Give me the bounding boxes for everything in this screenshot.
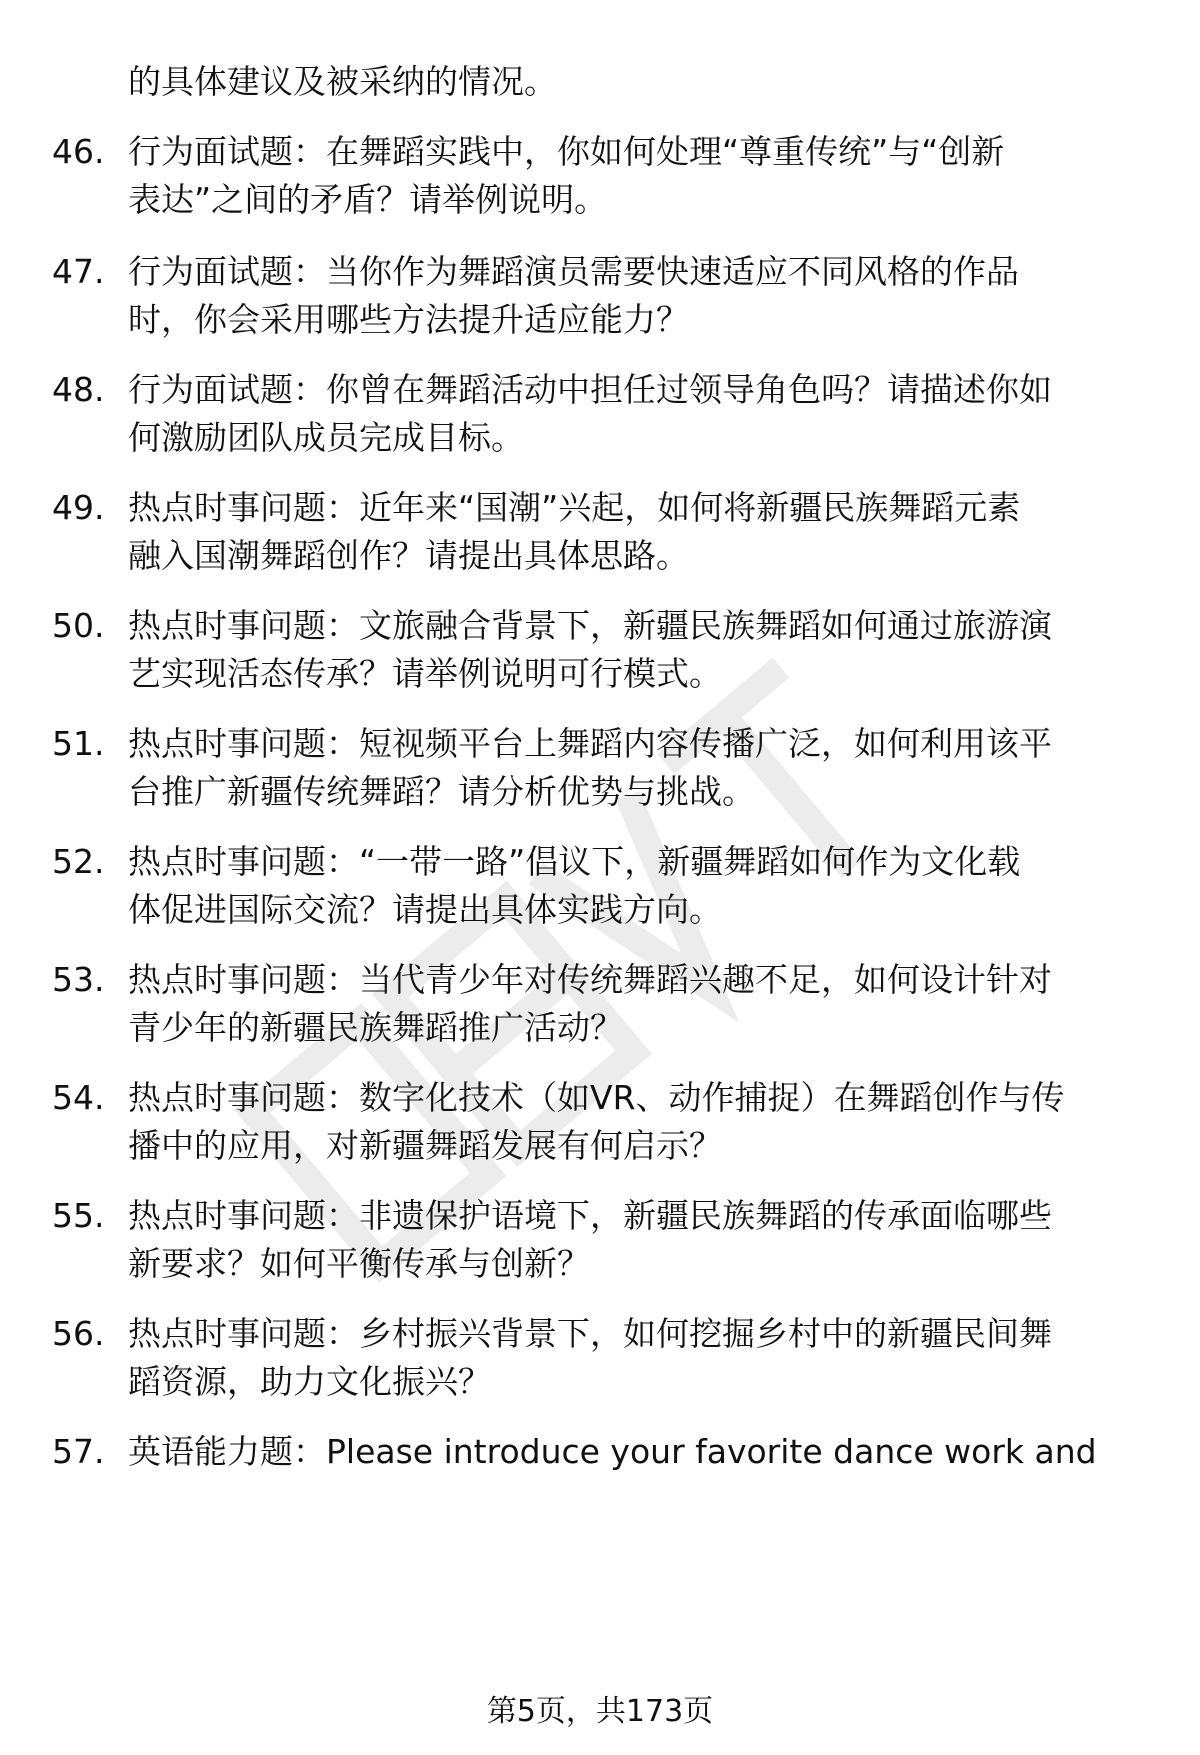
item-text	[128, 602, 1153, 698]
item-text-line: 新要求？如何平衡传承与创新？	[128, 1244, 590, 1283]
item-text	[128, 956, 1153, 1052]
item-text-line: 融入国潮舞蹈创作？请提出具体思路。	[128, 536, 689, 575]
item-text	[128, 128, 1153, 224]
item-text-line: 艺实现活态传承？请举例说明可行模式。	[128, 654, 722, 693]
item-number: 50.	[52, 606, 105, 645]
item-text	[128, 366, 1153, 462]
item-text-line: 蹈资源，助力文化振兴？	[128, 1362, 491, 1401]
item-text	[128, 720, 1153, 816]
item-number: 49.	[52, 488, 105, 527]
item-text	[128, 838, 1153, 934]
item-text-line: 热点时事问题：乡村振兴背景下，如何挖掘乡村中的新疆民间舞	[128, 1314, 1052, 1353]
item-text	[128, 1428, 1153, 1476]
item-text-line: 行为面试题：在舞蹈实践中，你如何处理“尊重传统”与“创新	[128, 132, 1005, 171]
item-text-line: 热点时事问题：文旅融合背景下，新疆民族舞蹈如何通过旅游演	[128, 606, 1052, 645]
item-text	[128, 248, 1153, 344]
item-text-line: 何激励团队成员完成目标。	[128, 418, 524, 457]
item-number: 56.	[52, 1314, 105, 1353]
item-text	[128, 1074, 1153, 1170]
item-text-line: 热点时事问题：短视频平台上舞蹈内容传播广泛，如何利用该平	[128, 724, 1052, 763]
item-text-line: 热点时事问题：“一带一路”倡议下，新疆舞蹈如何作为文化载	[128, 842, 1021, 881]
item-number: 53.	[52, 960, 105, 999]
item-text-line: 热点时事问题：近年来“国潮”兴起，如何将新疆民族舞蹈元素	[128, 488, 1021, 527]
item-text-line: 热点时事问题：数字化技术（如VR、动作捕捉）在舞蹈创作与传	[128, 1078, 1065, 1117]
item-text-line: 体促进国际交流？请提出具体实践方向。	[128, 890, 722, 929]
item-number: 54.	[52, 1078, 105, 1117]
item-number: 46.	[52, 132, 105, 171]
item-text	[128, 1192, 1153, 1288]
item-text-line: 青少年的新疆民族舞蹈推广活动？	[128, 1008, 623, 1047]
item-number: 52.	[52, 842, 105, 881]
item-text-line: 英语能力题：Please introduce your favorite dance work and	[128, 1432, 1097, 1471]
item-text	[128, 484, 1153, 580]
item-text-line: 台推广新疆传统舞蹈？请分析优势与挑战。	[128, 772, 755, 811]
item-text-line: 播中的应用，对新疆舞蹈发展有何启示？	[128, 1126, 722, 1165]
item-number: 55.	[52, 1196, 105, 1235]
item-text-line: 时，你会采用哪些方法提升适应能力？	[128, 300, 689, 339]
continuation-line: 的具体建议及被采纳的情况。	[128, 62, 557, 101]
item-text	[128, 1310, 1153, 1406]
item-number: 57.	[52, 1432, 105, 1471]
item-text-line: 行为面试题：你曾在舞蹈活动中担任过领导角色吗？请描述你如	[128, 370, 1052, 409]
item-text-line: 行为面试题：当你作为舞蹈演员需要快速适应不同风格的作品	[128, 252, 1019, 291]
item-number: 47.	[52, 252, 105, 291]
page-footer: 第5页，共173页	[486, 1694, 714, 1729]
item-text-line: 热点时事问题：当代青少年对传统舞蹈兴趣不足，如何设计针对	[128, 960, 1052, 999]
item-number: 51.	[52, 724, 105, 763]
item-text-line: 热点时事问题：非遗保护语境下，新疆民族舞蹈的传承面临哪些	[128, 1196, 1052, 1235]
item-number: 48.	[52, 370, 105, 409]
item-text-line: 表达”之间的矛盾？请举例说明。	[128, 180, 608, 219]
